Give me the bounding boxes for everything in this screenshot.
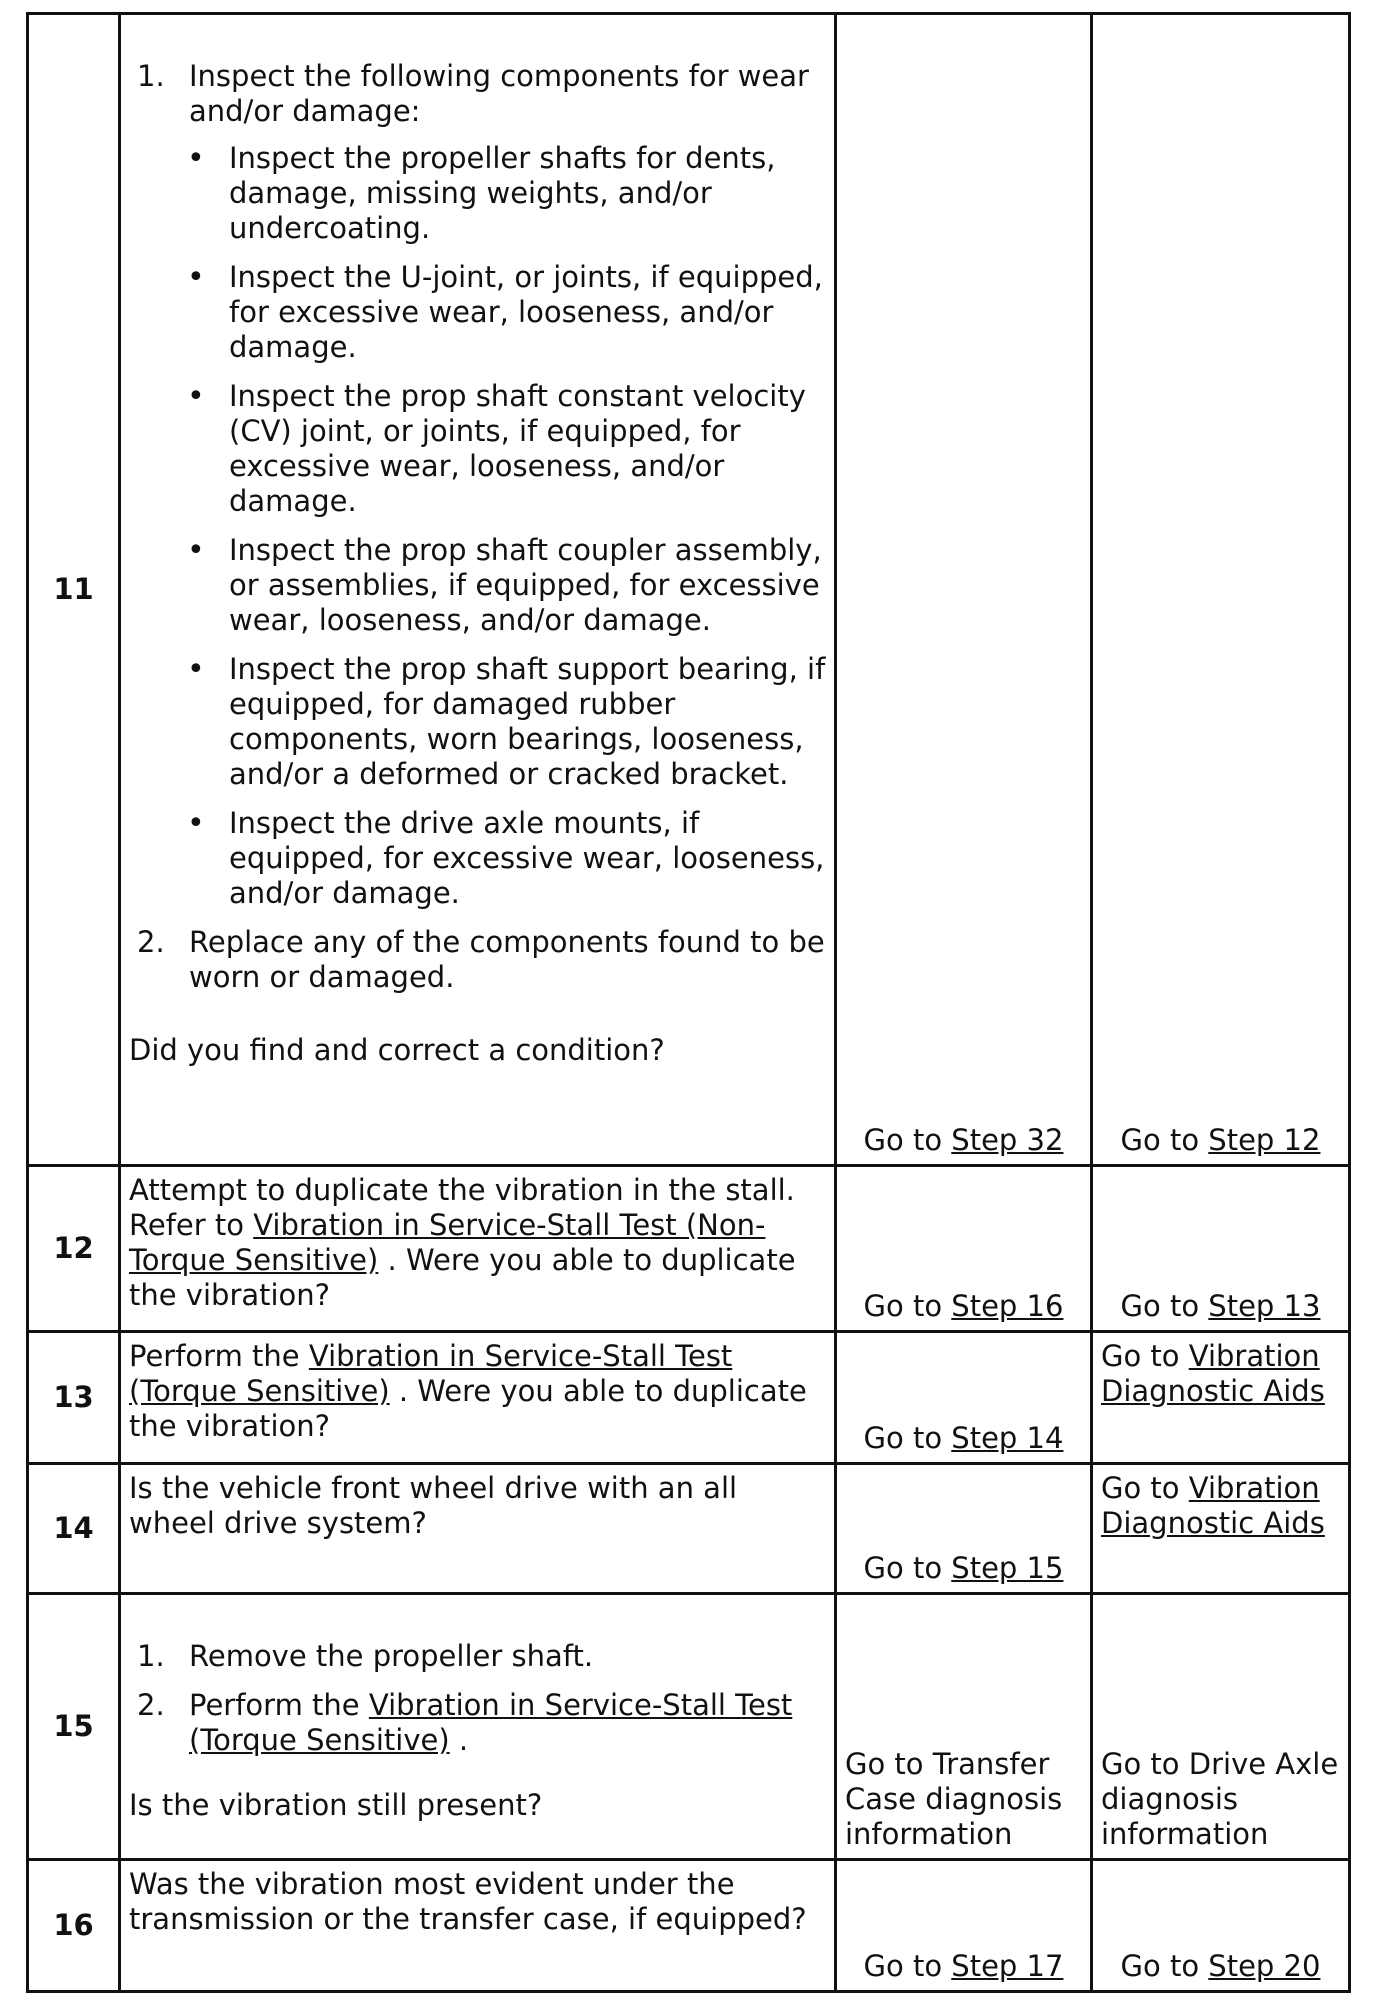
- question-text: Is the vehicle front wheel drive with an all wheel drive system?: [129, 1471, 738, 1540]
- yes-answer-cell: [836, 1594, 1092, 1860]
- yes-answer-cell: Go to Step 17: [836, 1860, 1092, 1992]
- vibration-stall-test-torque-link[interactable]: Vibration in Service-Stall Test (Torque Sensitive): [189, 1688, 793, 1757]
- action-cell: [120, 1594, 836, 1860]
- no-answer-cell: [1092, 1594, 1350, 1860]
- action-cell: [120, 1464, 836, 1594]
- list-item: 2. Perform the Vibration in Service-Stall Test (Torque Sensitive) .: [137, 1688, 793, 1757]
- list-item: 1. Inspect the following components for wear and/or damage: • Inspect the propeller shafts for dents, damage, missing weights, and/or undercoating. • Inspect the U-joint, or joints, if equipped, for excessive wear, looseness, and/or damage. • Inspect the prop shaft constant velocity (CV) joint, or joints, if equipped, for excessive wear, looseness, and/or damage. • Inspect the prop shaft coupler assembly, or assemblies, if equipped, for excessive wear, looseness, and/or damage. • Inspect the prop shaft support bearing, if equipped, for damaged rubber components, worn bearings, looseness, and/or a deformed or cracked bracket. • Inspect the drive axle mounts, if equipped, for excessive wear, looseness, and/or damage.: [129, 59, 826, 911]
- step-list: [129, 1639, 826, 1758]
- go-to-step-15-link[interactable]: Step 15: [951, 1551, 1064, 1585]
- diagnostic-table: [26, 12, 1351, 1993]
- transfer-case-diagnosis-text: Go to Transfer Case diagnosis information: [845, 1747, 1063, 1851]
- go-to-step-20-link[interactable]: Step 20: [1208, 1949, 1321, 1983]
- step-number: 11: [28, 14, 120, 1166]
- action-cell: [120, 1860, 836, 1992]
- table-row-step-14: [28, 1464, 1350, 1594]
- list-item: • Inspect the propeller shafts for dents, damage, missing weights, and/or undercoating.: [189, 141, 826, 246]
- go-to-step-17-link[interactable]: Step 17: [951, 1949, 1064, 1983]
- list-item: 2. Replace any of the components found to be worn or damaged.: [137, 925, 825, 994]
- list-item: • Inspect the prop shaft coupler assembly, or assemblies, if equipped, for excessive wear, looseness, and/or damage.: [189, 533, 826, 638]
- step-number: 14: [28, 1464, 120, 1594]
- step-number: 16: [28, 1860, 120, 1992]
- no-answer-cell: Go to Step 13: [1092, 1166, 1350, 1332]
- yes-answer-cell: Go to Step 32: [836, 14, 1092, 1166]
- action-cell: [120, 14, 836, 1166]
- table-row-step-13: [28, 1332, 1350, 1464]
- go-to-step-13-link[interactable]: Step 13: [1208, 1289, 1321, 1323]
- table-row-step-15: [28, 1594, 1350, 1860]
- no-answer-cell: Go to Vibration Diagnostic Aids: [1092, 1464, 1350, 1594]
- action-cell: Perform the Vibration in Service-Stall Test (Torque Sensitive) . Were you able to duplicate the vibration?: [120, 1332, 836, 1464]
- bullet-list: [189, 141, 826, 911]
- table-row-step-16: [28, 1860, 1350, 1992]
- vibration-diagnostic-aids-link[interactable]: Vibration Diagnostic Aids: [1101, 1471, 1325, 1540]
- go-to-step-16-link[interactable]: Step 16: [951, 1289, 1064, 1323]
- step-list: [129, 59, 826, 995]
- list-item: • Inspect the prop shaft constant velocity (CV) joint, or joints, if equipped, for excessive wear, looseness, and/or damage.: [189, 379, 826, 519]
- step-number: 13: [28, 1332, 120, 1464]
- list-item: • Inspect the U-joint, or joints, if equipped, for excessive wear, looseness, and/or damage.: [189, 260, 826, 365]
- question-text: Did you find and correct a condition?: [129, 1033, 665, 1067]
- question-text: Is the vibration still present?: [129, 1788, 543, 1822]
- table-row-step-11: [28, 14, 1350, 1166]
- yes-answer-cell: Go to Step 16: [836, 1166, 1092, 1332]
- yes-answer-cell: Go to Step 14: [836, 1332, 1092, 1464]
- no-answer-cell: Go to Vibration Diagnostic Aids: [1092, 1332, 1350, 1464]
- action-cell: Attempt to duplicate the vibration in the stall. Refer to Vibration in Service-Stall Test (Non-Torque Sensitive) . Were you able to duplicate the vibration?: [120, 1166, 836, 1332]
- drive-axle-diagnosis-text: Go to Drive Axle diagnosis information: [1101, 1747, 1339, 1851]
- yes-answer-cell: Go to Step 15: [836, 1464, 1092, 1594]
- list-item: 1. Remove the propeller shaft.: [137, 1639, 594, 1673]
- vibration-diagnostic-aids-link[interactable]: Vibration Diagnostic Aids: [1101, 1339, 1325, 1408]
- question-text: Was the vibration most evident under the transmission or the transfer case, if equipped?: [129, 1867, 807, 1936]
- step-number: 15: [28, 1594, 120, 1860]
- go-to-step-32-link[interactable]: Step 32: [951, 1123, 1064, 1157]
- go-to-step-14-link[interactable]: Step 14: [951, 1421, 1064, 1455]
- list-item: • Inspect the drive axle mounts, if equipped, for excessive wear, looseness, and/or damage.: [189, 806, 826, 911]
- go-to-step-12-link[interactable]: Step 12: [1208, 1123, 1321, 1157]
- no-answer-cell: Go to Step 20: [1092, 1860, 1350, 1992]
- no-answer-cell: Go to Step 12: [1092, 14, 1350, 1166]
- step-number: 12: [28, 1166, 120, 1332]
- list-item: • Inspect the prop shaft support bearing, if equipped, for damaged rubber components, worn bearings, looseness, and/or a deformed or cracked bracket.: [189, 652, 826, 792]
- table-row-step-12: [28, 1166, 1350, 1332]
- vibration-stall-test-torque-link[interactable]: Vibration in Service-Stall Test (Torque Sensitive): [129, 1339, 733, 1408]
- vibration-stall-test-non-torque-link[interactable]: Vibration in Service-Stall Test (Non-Torque Sensitive): [129, 1208, 766, 1277]
